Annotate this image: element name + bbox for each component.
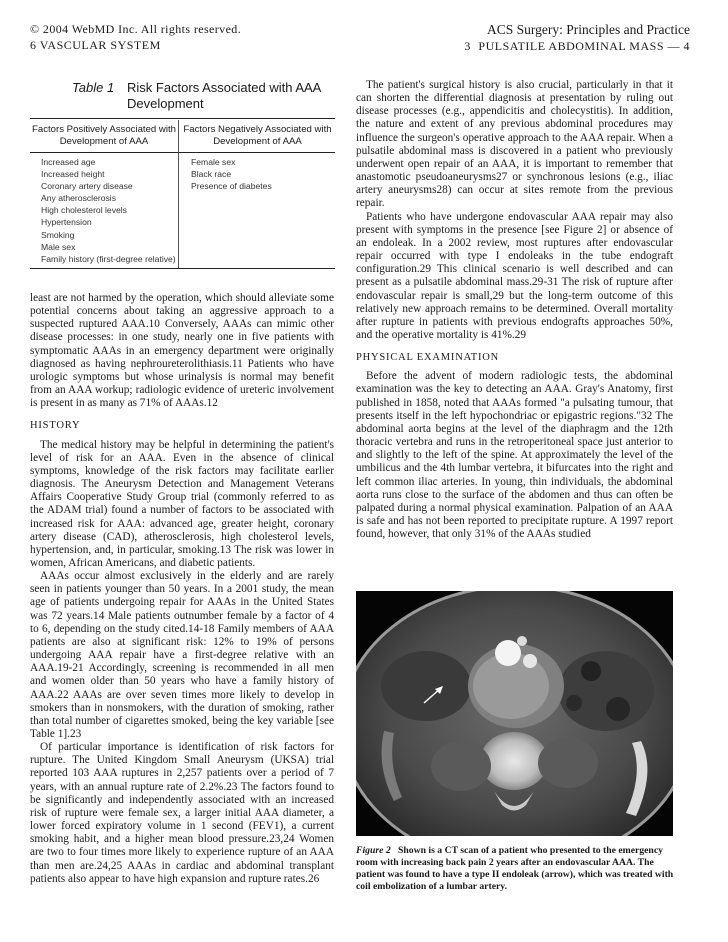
list-item: Presence of diabetes xyxy=(191,181,272,192)
book-title: ACS Surgery: Principles and Practice xyxy=(487,22,690,37)
left-paragraph-0: least are not harmed by the operation, which should alleviate some potential concerns about taking an aggressive approach to a suspected ruptured AAA.10 Conversely, AAAs can mimic other disease processes: in one study, nearly one in five patients with symptomatic AAAs in an emergency department were originally diagnosed as having nephroureterolithiasis.11 Patients who have urologic symptoms but whose urinalysis is normal may benefit from an AAA workup; radiologic evidence of ureteric involvement is present in as many as 71% of AAAs.12 xyxy=(30,292,334,410)
list-item: Male sex xyxy=(41,241,76,252)
left-paragraph-3: Of particular importance is identification of risk factors for rupture. The United Kingdom Small Aneurysm (UKSA) trial reported 103 AAA ruptures in 2,257 patients over a period of 7 years, with an annual rupture rate of 2.2%.23 The factors found to be significantly and independently associated with an increased risk of rupture were female sex, a larger initial AAA diameter, a lower forced expiratory volume in 1 second (FEV1), a current smoking habit, and a higher mean blood pressure.23,24 Women are two to four times more likely to experience rupture of an AAA than men are.24,25 AAAs in cardiac and abdominal transplant patients also appear to have high expansion and rupture rates.26 xyxy=(30,741,334,885)
list-item: Increased age xyxy=(41,157,96,167)
right-paragraph-3: Before the advent of modern radiologic tests, the abdominal examination was the key to detecting an AAA. Gray's Anatomy, first published in 1858, noted that AAAs formed "a pulsating tumour, that presents itself in the left hypochondriac or epigastric regions."32 The abdominal aorta begins at the level of the diaphragm and the 12th thoracic vertebra and runs in the retroperitoneal space just anterior to and slightly to the left of the spine. At approximately the level of the umbilicus and the 4th lumbar vertebra, it bifurcates into the right and left common iliac arteries. In young, thin individuals, the abdominal aorta runs close to the surface of the abdomen and thus can often be palpated during a normal physical examination. Palpation of an AAA is safe and has not been reported to precipitate rupture. A 1997 report found, however, that only 31% of the AAAs studied xyxy=(356,370,673,541)
list-item: Increased height xyxy=(41,169,105,180)
table-top-rule xyxy=(30,118,335,119)
list-item: High cholesterol levels xyxy=(41,205,127,216)
figure-caption-text: Shown is a CT scan of a patient who presented to the emergency room with increasing back pain 2 years after an endovascular AAA. The patient was found to have a type II endoleak (arrow), which was treated with coil embolization of a lumbar artery. xyxy=(356,845,674,893)
table-col1-header: Factors Positively Associated with Development of AAA xyxy=(32,124,176,147)
ct-scan-drawing xyxy=(356,591,673,836)
figure-label: Figure 2 xyxy=(356,845,391,856)
list-item: Coronary artery disease xyxy=(41,181,133,192)
table-col-divider xyxy=(178,120,179,268)
table-negative-list xyxy=(191,156,272,192)
right-column xyxy=(356,79,673,541)
table-bottom-rule xyxy=(30,268,335,269)
copyright-line: © 2004 WebMD Inc. All rights reserved. xyxy=(30,22,242,36)
ct-scan-image xyxy=(356,591,673,836)
list-item: Female sex xyxy=(191,157,236,167)
chapter-number: 3 xyxy=(464,39,471,53)
table-header-rule xyxy=(30,152,335,153)
table-positive-list xyxy=(41,156,176,265)
list-item: Hypertension xyxy=(41,217,92,228)
history-heading: HISTORY xyxy=(30,420,81,432)
table-caption: Risk Factors Associated with AAA Development xyxy=(127,80,321,111)
section-label: 6 VASCULAR SYSTEM xyxy=(30,38,161,52)
list-item: Any atherosclerosis xyxy=(41,193,116,204)
figure-caption xyxy=(356,845,674,893)
table-col2-header: Factors Negatively Associated with Development of AAA xyxy=(183,124,332,147)
left-paragraph-1: The medical history may be helpful in determining the patient's level of risk for an AAA. Even in the absence of clinical symptoms, knowledge of the risk factors may facilitate earlier diagnosis. The Aneurysm Detection and Management Veterans Affairs Cooperative Study Group trial (commonly referred to as the ADAM trial) found a number of factors to be associated with increased risk for AAA: advanced age, greater height, coronary artery disease (CAD), atherosclerosis, high cholesterol levels, hypertension, and, in particular, smoking.13 The risk was lower in women, African Americans, and diabetic patients. xyxy=(30,438,334,569)
right-paragraph-2: Patients who have undergone endovascular AAA repair may also present with symptoms in the presence [see Figure 2] or absence of an endoleak. In a 2002 review, most ruptures after endovascular repair occurred with type I endoleaks in the tube endograft configuration.29 This clinical scenario is well described and can present as a pulsatile abdominal mass.29-31 The risk of rupture after endovascular repair is small,29 but the long-term outcome of this relatively new approach remains to be determined. Overall mortality after rupture in patients with previous endografts approaches 50%, and the operative mortality is 41%.29 xyxy=(356,210,673,341)
table-label: Table 1 xyxy=(72,80,115,95)
list-item: Black race xyxy=(191,169,232,180)
list-item: Family history (first-degree relative) xyxy=(41,253,176,264)
chapter-label xyxy=(464,39,690,54)
right-paragraph-1: The patient's surgical history is also crucial, particularly in that it can shorten the differential diagnosis at presentation by ruling out disease processes (e.g., appendicitis and cholecystitis). In addition, the nature and extent of any previous abdominal procedures may influence the surgeon's operative approach to the AAA repair. When a pulsatile abdominal mass is discovered in a patient who previously underwent open repair of an AAA, it is important to remember that anastomotic pseudoaneurysms27 or synchronous lesions (e.g., iliac artery aneurysms28) can occur at sites remote from the previous repair. xyxy=(356,79,673,210)
chapter-title: PULSATILE ABDOMINAL MASS — 4 xyxy=(478,39,690,53)
physical-exam-heading: PHYSICAL EXAMINATION xyxy=(356,352,500,364)
left-column xyxy=(30,292,334,886)
list-item: Smoking xyxy=(41,229,75,240)
left-paragraph-2: AAAs occur almost exclusively in the elderly and are rarely seen in patients younger than 50 years. In a 2001 study, the mean age of patients undergoing repair for AAAs in the United States was 72 years.14 Male patients outnumber female by a factor of 4 to 6, depending on the study cited.14-18 Family members of AAA patients are also at significant risk: 12% to 19% of persons undergoing AAA repair have a first-degree relative with an AAA.19-21 Accordingly, screening is recommended in all men and women older than 50 years who have a family history of AAA.22 AAAs are over seven times more likely to develop in smokers than in nonsmokers, with the duration of smoking, rather than total number of cigarettes smoked, being the key variable [see Table 1].23 xyxy=(30,570,334,740)
